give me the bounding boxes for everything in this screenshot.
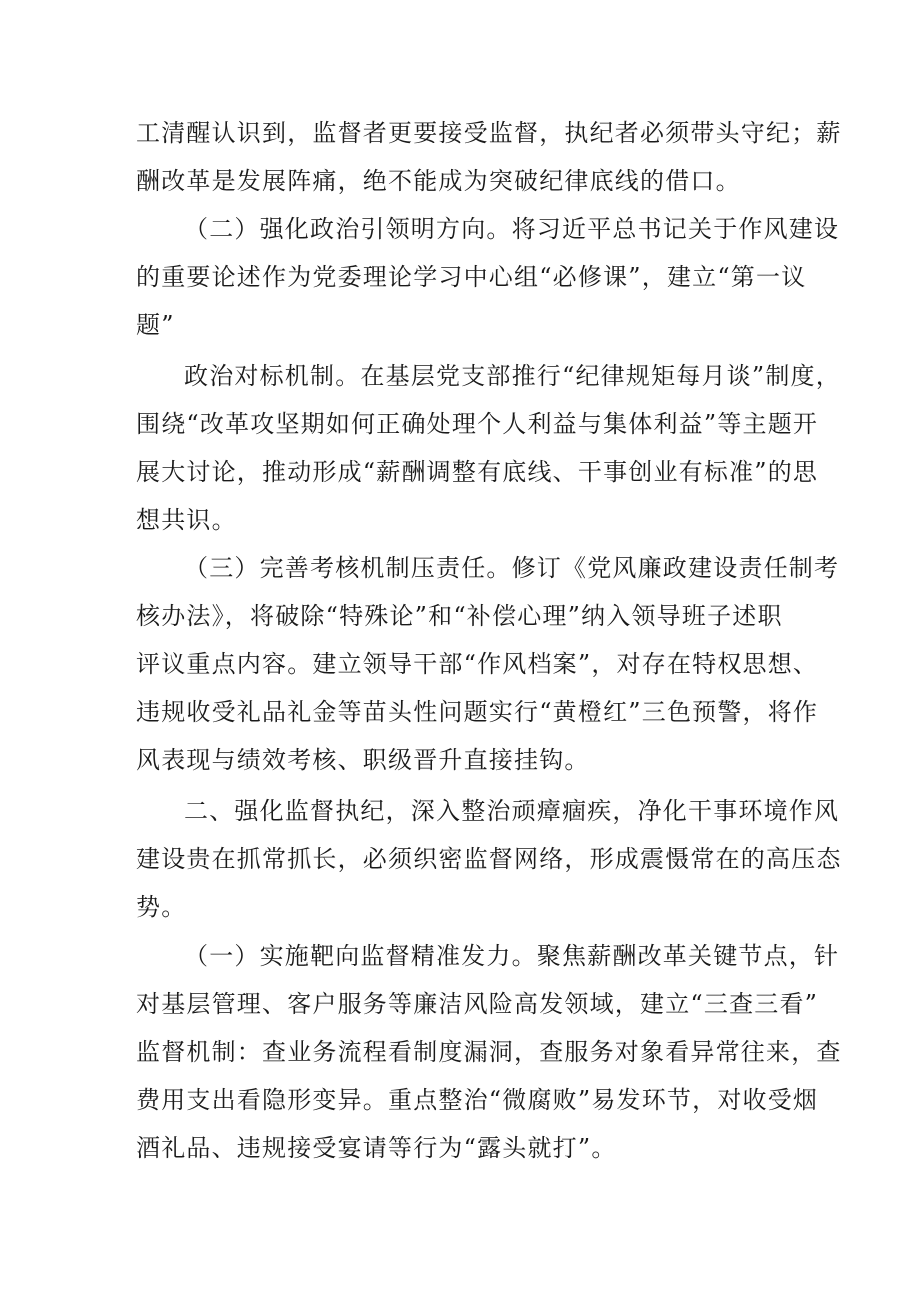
text-line: 的重要论述作为党委理论学习中心组“必修课”，建立“第一议 — [136, 263, 807, 291]
text-line: 势。 — [136, 893, 187, 921]
text-line: 政治对标机制。在基层党支部推行“纪律规矩每月谈”制度， — [184, 362, 841, 390]
text-line: 建设贵在抓常抓长，必须织密监督网络，形成震慑常在的高压态 — [136, 845, 842, 873]
section-heading-2: （二）强化政治引领明方向。将习近平总书记关于作风建设 — [184, 215, 840, 243]
text-line: 想共识。 — [136, 506, 237, 534]
text-line: 对基层管理、客户服务等廉洁风险高发领域，建立“三查三看” — [136, 990, 819, 1018]
text-line: 监督机制：查业务流程看制度漏洞，查服务对象看异常往来，查 — [136, 1038, 842, 1066]
text-line: 费用支出看隐形变异。重点整治“微腐败”易发环节，对收受烟 — [136, 1086, 819, 1114]
text-line: 工清醒认识到，监督者更要接受监督，执纪者必须带头守纪；薪 — [136, 119, 842, 147]
text-line: 违规收受礼品礼金等苗头性问题实行“黄橙红”三色预警，将作 — [136, 698, 819, 726]
text-line: 评议重点内容。建立领导干部“作风档案”，对存在特权思想、 — [136, 650, 819, 678]
text-line: 题” — [136, 311, 175, 339]
text-line: 酒礼品、违规接受宴请等行为“露头就打”。 — [136, 1134, 617, 1162]
section-heading-3: （三）完善考核机制压责任。修订《党风廉政建设责任制考 — [184, 554, 840, 582]
text-line: 酬改革是发展阵痛，绝不能成为突破纪律底线的借口。 — [136, 167, 741, 195]
section-heading-1: （一）实施靶向监督精准发力。聚焦薪酬改革关键节点，针 — [184, 942, 840, 970]
text-line: 核办法》，将破除“特殊论”和“补偿心理”纳入领导班子述职 — [136, 602, 783, 630]
main-heading-2: 二、强化监督执纪，深入整治顽瘴痼疾，净化干事环境作风 — [184, 797, 840, 825]
text-line: 围绕“改革攻坚期如何正确处理个人利益与集体利益”等主题开 — [136, 410, 819, 438]
text-line: 风表现与绩效考核、职级晋升直接挂钩。 — [136, 746, 590, 774]
text-line: 展大讨论，推动形成“薪酬调整有底线、干事创业有标准”的思 — [136, 458, 819, 486]
